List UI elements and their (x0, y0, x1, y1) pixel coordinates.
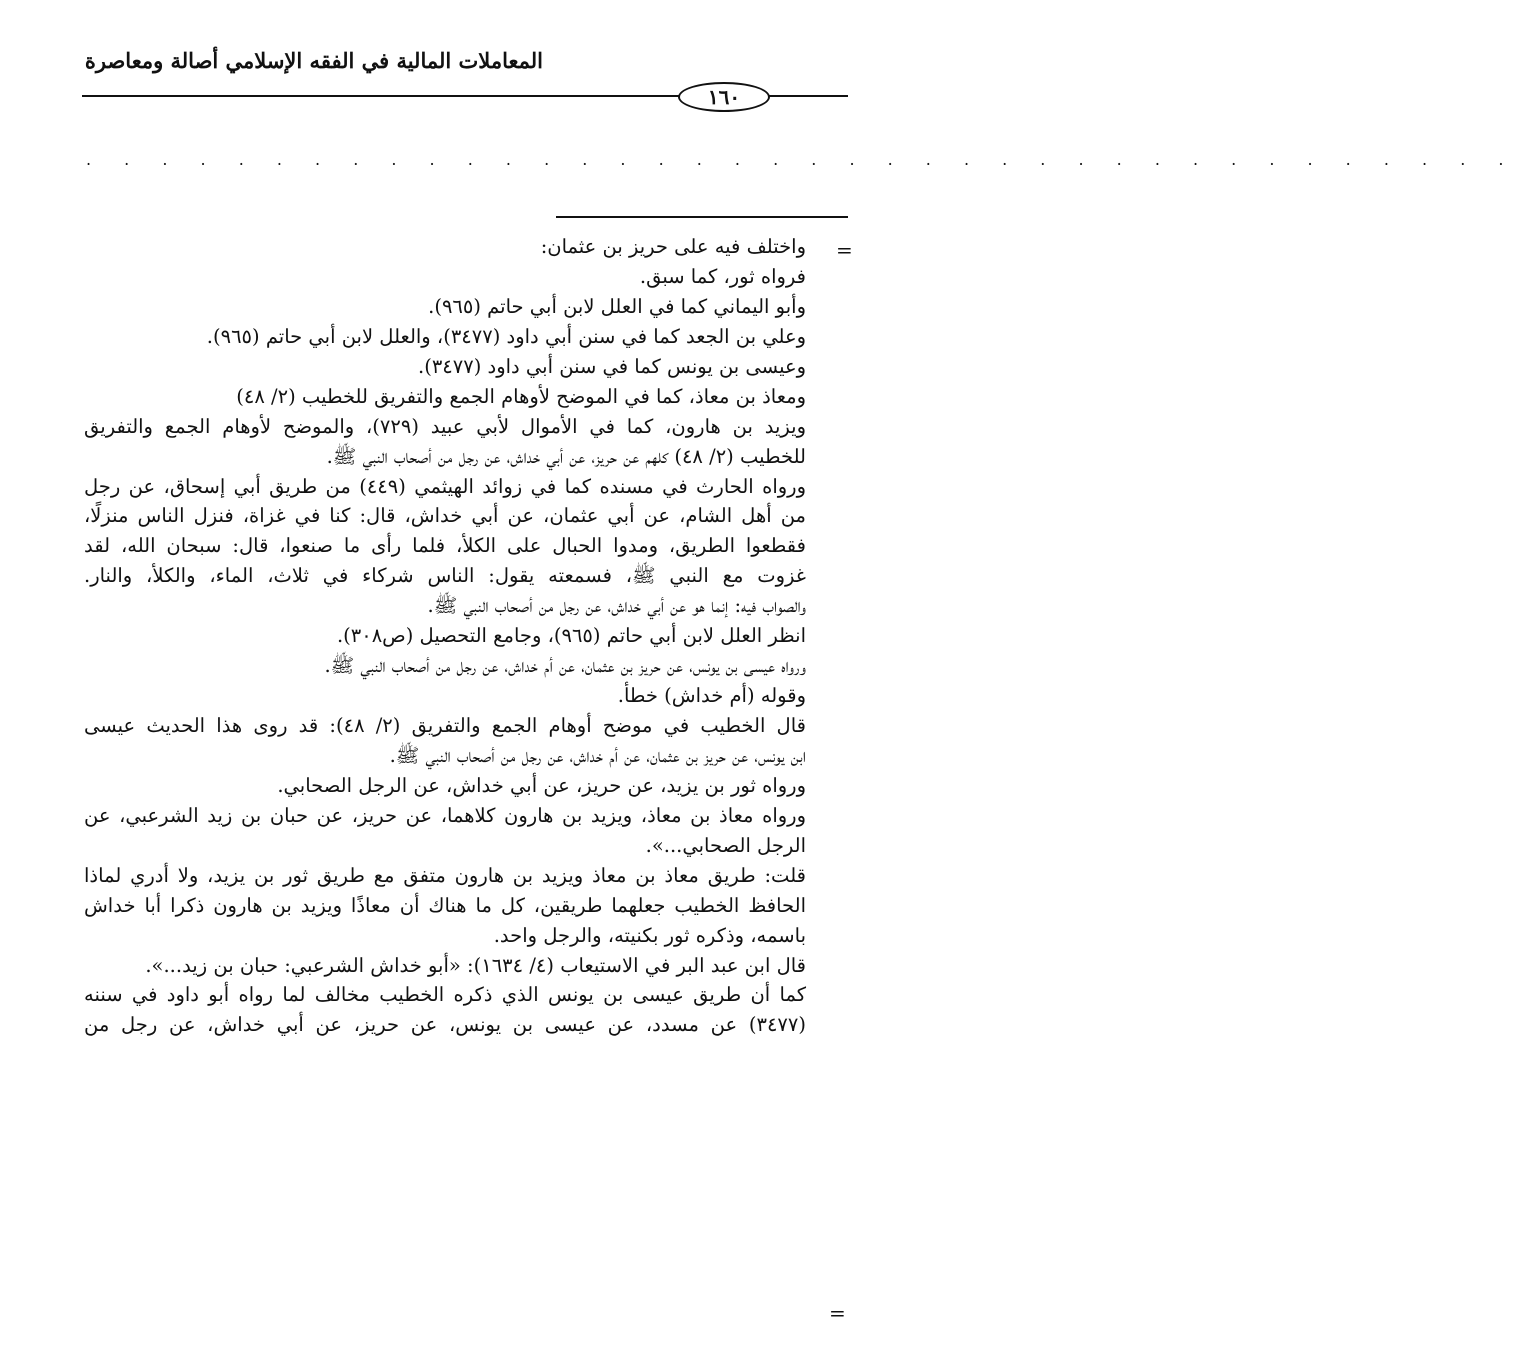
footnote-line: قال ابن عبد البر في الاستيعاب (٤/ ١٦٣٤): «أبو خداش الشرعبي: حبان بن زيد...». (145, 953, 806, 977)
footnote-line: ورواه الحارث في مسنده كما في زوائد الهيثمي (٤٤٩) من طريق أبي إسحاق، عن رجل (84, 474, 806, 498)
footnote-line: واختلف فيه على حريز بن عثمان: (540, 235, 806, 258)
footnote-line: قال الخطيب في موضح أوهام الجمع والتفريق (٢/ ٤٨): قد روى هذا الحديث عيسى (84, 714, 806, 737)
footnote-line: وعلي بن الجعد كما في سنن أبي داود (٣٤٧٧)، والعلل لابن أبي حاتم (٩٦٥). (206, 324, 806, 348)
footnote-line: الرجل الصحابي...». (645, 833, 806, 857)
footnote-line: (٣٤٧٧) عن مسدد، عن عيسى بن يونس، عن حريز، عن أبي خداش، عن رجل من (84, 1013, 806, 1037)
footnote-line: انظر العلل لابن أبي حاتم (٩٦٥)، وجامع التحصيل (ص٣٠٨). (336, 624, 806, 648)
footnote-body (84, 232, 806, 1040)
footnote-line: ابن يونس، عن حريز بن عثمان، عن أم خداش، عن رجل من أصحاب النبي ﷺ. (389, 743, 806, 767)
footnote-line: غزوت مع النبي ﷺ، فسمعته يقول: الناس شركاء في ثلاث، الماء، والكلأ، والنار. (84, 564, 806, 588)
footnote-line: ورواه ثور بن يزيد، عن حريز، عن أبي خداش، عن الرجل الصحابي. (277, 773, 806, 797)
page-number: ١٦٠ (678, 82, 770, 112)
footnote-line: الحافظ الخطيب جعلهما طريقين، كل ما هناك أن معاذًا ويزيد بن هارون ذكرا أبا خداش (84, 893, 806, 917)
footnote-line: فقطعوا الطريق، ومدوا الحبال على الكلأ، فلما رأى ما صنعوا، قال: سبحان الله، لقد (84, 534, 806, 558)
footnote-line: قلت: طريق معاذ بن معاذ ويزيد بن هارون متفق مع طريق ثور بن يزيد، ولا أدري لماذا (84, 863, 806, 887)
ellipsis-dots: . . . . . . . . . . . . . . . . . . . . . . . . . . . . . . . . . . . . . . (86, 150, 1517, 169)
footnote-line: ومعاذ بن معاذ، كما في الموضح لأوهام الجمع والتفريق للخطيب (٢/ ٤٨) (236, 384, 806, 408)
footnote-line: كما أن طريق عيسى بن يونس الذي ذكره الخطيب مخالف لما رواه أبو داود في سننه (84, 983, 806, 1007)
footnote-line: وقوله (أم خداش) خطأ. (617, 684, 806, 708)
footnote-line: والصواب فيه: إنما هو عن أبي خداش، عن رجل من أصحاب النبي ﷺ. (427, 594, 806, 618)
footnote-line: من أهل الشام، عن أبي عثمان، عن أبي خداش، قال: كنا في غزاة، فنزل الناس منزلًا، (84, 504, 806, 528)
footnote-line: ويزيد بن هارون، كما في الأموال لأبي عبيد (٧٢٩)، والموضح لأوهام الجمع والتفريق (84, 414, 806, 438)
footnote-line: ورواه عيسى بن يونس، عن حريز بن عثمان، عن أم خداش، عن رجل من أصحاب النبي ﷺ. (324, 654, 806, 678)
footnote-separator (556, 216, 848, 218)
footnote-line: فرواه ثور، كما سبق. (639, 264, 806, 288)
footnote-line: للخطيب (٢/ ٤٨) كلهم عن حريز، عن أبي خداش، عن رجل من أصحاب النبي ﷺ. (326, 444, 806, 468)
continuation-mark-end: = (829, 1301, 846, 1325)
footnote-line: وعيسى بن يونس كما في سنن أبي داود (٣٤٧٧). (418, 354, 806, 378)
continuation-mark-start: = (836, 238, 853, 262)
footnote-line: ورواه معاذ بن معاذ، ويزيد بن هارون كلاهما، عن حريز، عن حبان بن زيد الشرعبي، عن (84, 803, 806, 827)
footnote-line: وأبو اليماني كما في العلل لابن أبي حاتم (٩٦٥). (428, 294, 806, 318)
running-header-title: المعاملات المالية في الفقه الإسلامي أصالة ومعاصرة (84, 48, 543, 73)
footnote-line: باسمه، وذكره ثور بكنيته، والرجل واحد. (493, 923, 806, 947)
